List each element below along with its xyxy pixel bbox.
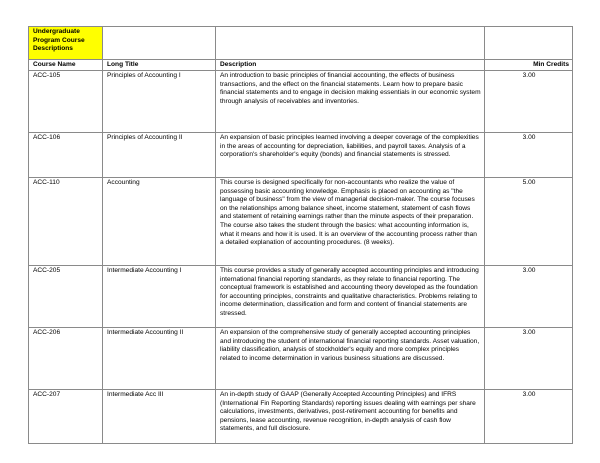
header-row	[29, 60, 573, 71]
course-descriptions-table	[28, 26, 573, 444]
long-title-cell[interactable]: Accounting	[103, 178, 216, 266]
header-description[interactable]: Description	[216, 60, 485, 71]
header-long-title[interactable]: Long Title	[103, 60, 216, 71]
description-cell[interactable]: An expansion of the comprehensive study of generally accepted accounting principles and introducing the student of international financial reporting standards. Asset valuation, liability classification, analysis of stockholder's equity and more complex principles related to income determination in various business situations are discussed.	[216, 328, 485, 390]
course-name-cell[interactable]: ACC-110	[29, 178, 103, 266]
course-name-cell[interactable]: ACC-205	[29, 266, 103, 328]
header-course-name[interactable]: Course Name	[29, 60, 103, 71]
description-cell[interactable]: An in-depth study of GAAP (Generally Accepted Accounting Principles) and IFRS (International Fin Reporting Standards) reporting issues dealing with earnings per share calculations, investments, derivatives, post-retirement accounting for benefits and pensions, lease accounting, revenue recognition, in-depth analysis of cash flow statements, and full disclosure.	[216, 390, 485, 444]
long-title-cell[interactable]: Intermediate Accounting II	[103, 328, 216, 390]
table-row	[29, 328, 573, 390]
course-name-cell[interactable]: ACC-206	[29, 328, 103, 390]
min-credits-cell[interactable]: 3.00	[485, 390, 573, 444]
long-title-cell[interactable]: Principles of Accounting I	[103, 71, 216, 133]
table-row	[29, 133, 573, 178]
long-title-cell[interactable]: Intermediate Acc III	[103, 390, 216, 444]
description-cell[interactable]: An expansion of basic principles learned involving a deeper coverage of the complexities in the areas of accounting for depreciation, liabilities, and payroll taxes. Analysis of a corporation's shareholder's equity (bonds) and financial statements is stressed.	[216, 133, 485, 178]
course-name-cell[interactable]: ACC-105	[29, 71, 103, 133]
sheet-title-cell[interactable]: Undergraduate Program Course Descriptions	[29, 27, 103, 60]
description-cell[interactable]: This course provides a study of generally accepted accounting principles and introducing international financial reporting standards, as they relate to financial reporting. The conceptual framework is established and accounting theory developed as the foundation for accounting principles, constraints and qualitative characteristics. Problems relating to income determination, classification and form and content of financial statements are stressed.	[216, 266, 485, 328]
min-credits-cell[interactable]: 3.00	[485, 266, 573, 328]
course-name-cell[interactable]: ACC-106	[29, 133, 103, 178]
description-cell[interactable]: An introduction to basic principles of financial accounting, the effects of business transactions, and the effect on the financial statements. Learn how to prepare basic financial statements and to engage in decision making essentials in our economic system through analysis of receivables and inventories.	[216, 71, 485, 133]
table-row	[29, 266, 573, 328]
min-credits-cell[interactable]: 3.00	[485, 133, 573, 178]
header-min-credits[interactable]: Min Credits	[485, 60, 573, 71]
course-name-cell[interactable]: ACC-207	[29, 390, 103, 444]
table-row	[29, 178, 573, 266]
long-title-cell[interactable]: Intermediate Accounting I	[103, 266, 216, 328]
table-row	[29, 71, 573, 133]
description-cell[interactable]: This course is designed specifically for non-accountants who realize the value of possessing basic accounting knowledge. Emphasis is placed on accounting as "the language of business" from the view of managerial decision-maker. The course focuses on the relationships among balance sheet, income statement, statement of cash flows and statement of retaining earnings rather than the minute aspects of their preparation. The course also takes the student through the basics: what accounting information is, what it means and how it is used. It is an overview of the accounting process rather than a detailed explanation of accounting procedures. (8 weeks).	[216, 178, 485, 266]
empty-cell[interactable]	[216, 27, 485, 60]
min-credits-cell[interactable]: 3.00	[485, 328, 573, 390]
title-row	[29, 27, 573, 60]
table-row	[29, 390, 573, 444]
empty-cell[interactable]	[485, 27, 573, 60]
min-credits-cell[interactable]: 5.00	[485, 178, 573, 266]
empty-cell[interactable]	[103, 27, 216, 60]
min-credits-cell[interactable]: 3.00	[485, 71, 573, 133]
long-title-cell[interactable]: Principles of Accounting II	[103, 133, 216, 178]
